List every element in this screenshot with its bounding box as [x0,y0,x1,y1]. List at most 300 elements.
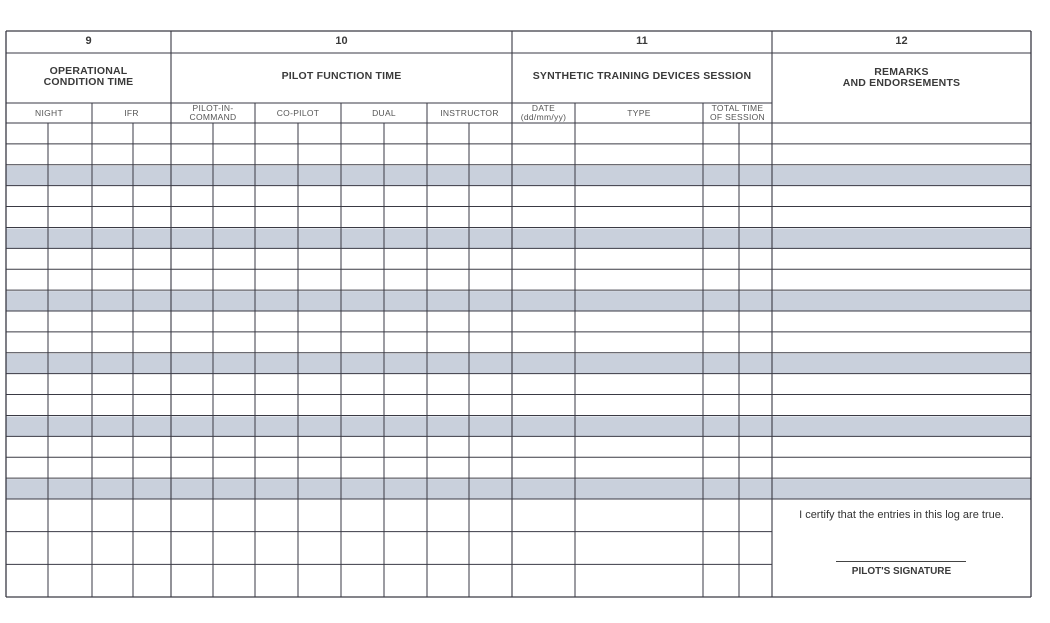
entry-cell[interactable] [469,227,512,248]
entry-cell[interactable] [48,269,92,290]
entry-cell[interactable] [469,457,512,478]
entry-cell[interactable] [703,227,739,248]
entry-cell[interactable] [703,186,739,207]
total-cell[interactable] [298,532,341,565]
entry-cell[interactable] [739,290,772,311]
entry-cell[interactable] [469,374,512,395]
entry-cell[interactable] [6,144,48,165]
entry-cell[interactable] [133,186,171,207]
entry-cell[interactable] [703,436,739,457]
total-cell[interactable] [213,499,255,532]
entry-cell[interactable] [298,478,341,499]
entry-cell[interactable] [298,227,341,248]
total-cell[interactable] [341,532,384,565]
entry-cell[interactable] [469,415,512,436]
entry-cell[interactable] [739,269,772,290]
entry-cell[interactable] [171,415,213,436]
entry-cell[interactable] [341,207,384,228]
entry-cell[interactable] [469,269,512,290]
entry-cell[interactable] [48,436,92,457]
entry-cell[interactable] [341,123,384,144]
total-cell[interactable] [703,564,739,597]
entry-cell[interactable] [772,227,1031,248]
entry-cell[interactable] [6,123,48,144]
entry-cell[interactable] [48,395,92,416]
entry-cell[interactable] [469,353,512,374]
entry-cell[interactable] [213,478,255,499]
entry-cell[interactable] [133,457,171,478]
entry-cell[interactable] [255,374,298,395]
entry-cell[interactable] [92,123,133,144]
entry-cell[interactable] [6,186,48,207]
total-cell[interactable] [703,499,739,532]
entry-cell[interactable] [6,165,48,186]
entry-cell[interactable] [133,332,171,353]
entry-cell[interactable] [133,269,171,290]
entry-cell[interactable] [703,415,739,436]
entry-cell[interactable] [92,165,133,186]
entry-cell[interactable] [213,165,255,186]
entry-cell[interactable] [48,374,92,395]
entry-cell[interactable] [384,374,427,395]
entry-cell[interactable] [427,415,469,436]
entry-cell[interactable] [703,478,739,499]
entry-cell[interactable] [512,374,575,395]
entry-cell[interactable] [384,144,427,165]
entry-cell[interactable] [213,332,255,353]
total-cell[interactable] [341,564,384,597]
entry-cell[interactable] [133,478,171,499]
entry-cell[interactable] [469,395,512,416]
entry-cell[interactable] [512,165,575,186]
entry-cell[interactable] [133,395,171,416]
entry-cell[interactable] [48,186,92,207]
entry-cell[interactable] [575,227,703,248]
total-cell[interactable] [575,532,703,565]
entry-cell[interactable] [298,123,341,144]
entry-cell[interactable] [469,207,512,228]
entry-cell[interactable] [171,144,213,165]
entry-cell[interactable] [171,227,213,248]
entry-cell[interactable] [427,123,469,144]
entry-cell[interactable] [427,269,469,290]
entry-cell[interactable] [384,269,427,290]
entry-cell[interactable] [171,269,213,290]
entry-cell[interactable] [469,186,512,207]
entry-cell[interactable] [772,395,1031,416]
entry-cell[interactable] [739,165,772,186]
entry-cell[interactable] [772,269,1031,290]
entry-cell[interactable] [341,269,384,290]
total-cell[interactable] [469,532,512,565]
entry-cell[interactable] [469,144,512,165]
entry-cell[interactable] [6,415,48,436]
entry-cell[interactable] [133,374,171,395]
entry-cell[interactable] [298,332,341,353]
entry-cell[interactable] [92,332,133,353]
entry-cell[interactable] [469,123,512,144]
total-cell[interactable] [469,564,512,597]
entry-cell[interactable] [575,478,703,499]
entry-cell[interactable] [255,186,298,207]
entry-cell[interactable] [298,269,341,290]
entry-cell[interactable] [171,478,213,499]
entry-cell[interactable] [255,353,298,374]
entry-cell[interactable] [255,415,298,436]
entry-cell[interactable] [6,353,48,374]
entry-cell[interactable] [213,248,255,269]
entry-cell[interactable] [427,353,469,374]
entry-cell[interactable] [575,374,703,395]
entry-cell[interactable] [739,186,772,207]
entry-cell[interactable] [469,165,512,186]
entry-cell[interactable] [739,332,772,353]
entry-cell[interactable] [6,248,48,269]
entry-cell[interactable] [92,457,133,478]
total-cell[interactable] [92,564,133,597]
entry-cell[interactable] [512,436,575,457]
entry-cell[interactable] [48,207,92,228]
entry-cell[interactable] [427,374,469,395]
total-cell[interactable] [255,564,298,597]
entry-cell[interactable] [384,332,427,353]
entry-cell[interactable] [133,123,171,144]
entry-cell[interactable] [575,186,703,207]
entry-cell[interactable] [213,290,255,311]
entry-cell[interactable] [739,478,772,499]
entry-cell[interactable] [427,436,469,457]
entry-cell[interactable] [384,311,427,332]
entry-cell[interactable] [341,311,384,332]
entry-cell[interactable] [171,165,213,186]
entry-cell[interactable] [213,227,255,248]
total-cell[interactable] [575,564,703,597]
entry-cell[interactable] [298,457,341,478]
entry-cell[interactable] [703,165,739,186]
entry-cell[interactable] [512,207,575,228]
entry-cell[interactable] [341,290,384,311]
total-cell[interactable] [341,499,384,532]
entry-cell[interactable] [575,165,703,186]
entry-cell[interactable] [341,165,384,186]
entry-cell[interactable] [739,248,772,269]
entry-cell[interactable] [92,207,133,228]
entry-cell[interactable] [171,332,213,353]
entry-cell[interactable] [48,123,92,144]
entry-cell[interactable] [772,311,1031,332]
entry-cell[interactable] [92,227,133,248]
total-cell[interactable] [171,499,213,532]
total-cell[interactable] [575,499,703,532]
entry-cell[interactable] [427,165,469,186]
entry-cell[interactable] [512,227,575,248]
total-cell[interactable] [298,564,341,597]
total-cell[interactable] [384,532,427,565]
entry-cell[interactable] [575,311,703,332]
entry-cell[interactable] [575,248,703,269]
total-cell[interactable] [171,532,213,565]
entry-cell[interactable] [298,395,341,416]
entry-cell[interactable] [92,436,133,457]
total-cell[interactable] [6,499,48,532]
entry-cell[interactable] [298,436,341,457]
entry-cell[interactable] [575,207,703,228]
entry-cell[interactable] [739,311,772,332]
entry-cell[interactable] [6,478,48,499]
entry-cell[interactable] [213,123,255,144]
entry-cell[interactable] [427,186,469,207]
entry-cell[interactable] [6,436,48,457]
entry-cell[interactable] [255,311,298,332]
entry-cell[interactable] [92,478,133,499]
total-cell[interactable] [512,564,575,597]
entry-cell[interactable] [384,165,427,186]
entry-cell[interactable] [772,457,1031,478]
entry-cell[interactable] [772,248,1031,269]
entry-cell[interactable] [772,353,1031,374]
total-cell[interactable] [255,499,298,532]
entry-cell[interactable] [213,144,255,165]
entry-cell[interactable] [48,478,92,499]
entry-cell[interactable] [48,353,92,374]
entry-cell[interactable] [213,269,255,290]
entry-cell[interactable] [341,415,384,436]
entry-cell[interactable] [92,395,133,416]
entry-cell[interactable] [384,478,427,499]
entry-cell[interactable] [48,290,92,311]
entry-cell[interactable] [384,415,427,436]
entry-cell[interactable] [427,311,469,332]
entry-cell[interactable] [298,144,341,165]
entry-cell[interactable] [6,311,48,332]
entry-cell[interactable] [772,186,1031,207]
entry-cell[interactable] [48,311,92,332]
entry-cell[interactable] [92,415,133,436]
entry-cell[interactable] [171,123,213,144]
entry-cell[interactable] [384,227,427,248]
entry-cell[interactable] [133,311,171,332]
entry-cell[interactable] [255,227,298,248]
entry-cell[interactable] [341,374,384,395]
entry-cell[interactable] [92,311,133,332]
entry-cell[interactable] [298,374,341,395]
entry-cell[interactable] [703,123,739,144]
entry-cell[interactable] [213,207,255,228]
total-cell[interactable] [427,532,469,565]
total-cell[interactable] [133,532,171,565]
entry-cell[interactable] [575,395,703,416]
entry-cell[interactable] [171,290,213,311]
entry-cell[interactable] [469,248,512,269]
entry-cell[interactable] [703,290,739,311]
entry-cell[interactable] [92,248,133,269]
total-cell[interactable] [133,499,171,532]
entry-cell[interactable] [469,311,512,332]
total-cell[interactable] [48,532,92,565]
entry-cell[interactable] [213,374,255,395]
entry-cell[interactable] [171,311,213,332]
entry-cell[interactable] [298,353,341,374]
total-cell[interactable] [6,532,48,565]
entry-cell[interactable] [575,415,703,436]
entry-cell[interactable] [48,248,92,269]
entry-cell[interactable] [298,290,341,311]
signature-line[interactable] [836,561,966,562]
entry-cell[interactable] [384,248,427,269]
total-cell[interactable] [739,564,772,597]
total-cell[interactable] [48,564,92,597]
entry-cell[interactable] [512,457,575,478]
entry-cell[interactable] [255,290,298,311]
entry-cell[interactable] [512,332,575,353]
entry-cell[interactable] [213,311,255,332]
entry-cell[interactable] [703,332,739,353]
entry-cell[interactable] [255,332,298,353]
entry-cell[interactable] [703,353,739,374]
total-cell[interactable] [384,499,427,532]
entry-cell[interactable] [171,207,213,228]
entry-cell[interactable] [255,457,298,478]
entry-cell[interactable] [512,290,575,311]
entry-cell[interactable] [298,165,341,186]
entry-cell[interactable] [384,186,427,207]
entry-cell[interactable] [255,123,298,144]
entry-cell[interactable] [427,478,469,499]
entry-cell[interactable] [255,248,298,269]
entry-cell[interactable] [575,269,703,290]
entry-cell[interactable] [772,144,1031,165]
entry-cell[interactable] [213,186,255,207]
entry-cell[interactable] [255,269,298,290]
entry-cell[interactable] [739,207,772,228]
entry-cell[interactable] [427,207,469,228]
entry-cell[interactable] [512,123,575,144]
total-cell[interactable] [384,564,427,597]
entry-cell[interactable] [92,374,133,395]
entry-cell[interactable] [133,248,171,269]
entry-cell[interactable] [739,457,772,478]
entry-cell[interactable] [48,144,92,165]
entry-cell[interactable] [6,290,48,311]
entry-cell[interactable] [739,415,772,436]
entry-cell[interactable] [213,395,255,416]
entry-cell[interactable] [255,436,298,457]
entry-cell[interactable] [512,144,575,165]
total-cell[interactable] [512,499,575,532]
entry-cell[interactable] [298,186,341,207]
entry-cell[interactable] [298,311,341,332]
entry-cell[interactable] [739,144,772,165]
entry-cell[interactable] [703,374,739,395]
entry-cell[interactable] [133,415,171,436]
entry-cell[interactable] [171,374,213,395]
entry-cell[interactable] [133,165,171,186]
entry-cell[interactable] [384,457,427,478]
entry-cell[interactable] [739,436,772,457]
entry-cell[interactable] [92,269,133,290]
entry-cell[interactable] [171,457,213,478]
total-cell[interactable] [92,499,133,532]
total-cell[interactable] [171,564,213,597]
entry-cell[interactable] [6,374,48,395]
entry-cell[interactable] [48,165,92,186]
entry-cell[interactable] [575,436,703,457]
entry-cell[interactable] [427,290,469,311]
entry-cell[interactable] [575,144,703,165]
entry-cell[interactable] [512,395,575,416]
entry-cell[interactable] [384,436,427,457]
entry-cell[interactable] [298,207,341,228]
entry-cell[interactable] [341,436,384,457]
entry-cell[interactable] [133,144,171,165]
entry-cell[interactable] [133,207,171,228]
total-cell[interactable] [427,564,469,597]
entry-cell[interactable] [739,227,772,248]
entry-cell[interactable] [133,353,171,374]
entry-cell[interactable] [6,269,48,290]
entry-cell[interactable] [341,248,384,269]
entry-cell[interactable] [703,395,739,416]
total-cell[interactable] [469,499,512,532]
total-cell[interactable] [739,499,772,532]
entry-cell[interactable] [703,311,739,332]
entry-cell[interactable] [171,353,213,374]
entry-cell[interactable] [384,290,427,311]
entry-cell[interactable] [575,457,703,478]
entry-cell[interactable] [171,436,213,457]
entry-cell[interactable] [133,227,171,248]
entry-cell[interactable] [703,269,739,290]
entry-cell[interactable] [427,395,469,416]
entry-cell[interactable] [92,290,133,311]
entry-cell[interactable] [703,248,739,269]
entry-cell[interactable] [427,457,469,478]
entry-cell[interactable] [703,457,739,478]
entry-cell[interactable] [512,478,575,499]
entry-cell[interactable] [255,207,298,228]
entry-cell[interactable] [341,457,384,478]
total-cell[interactable] [298,499,341,532]
entry-cell[interactable] [739,395,772,416]
entry-cell[interactable] [575,290,703,311]
entry-cell[interactable] [133,290,171,311]
entry-cell[interactable] [772,415,1031,436]
entry-cell[interactable] [6,395,48,416]
entry-cell[interactable] [512,353,575,374]
entry-cell[interactable] [341,332,384,353]
entry-cell[interactable] [772,207,1031,228]
total-cell[interactable] [133,564,171,597]
entry-cell[interactable] [48,415,92,436]
entry-cell[interactable] [512,269,575,290]
entry-cell[interactable] [92,353,133,374]
entry-cell[interactable] [384,353,427,374]
entry-cell[interactable] [92,144,133,165]
entry-cell[interactable] [427,227,469,248]
entry-cell[interactable] [739,123,772,144]
entry-cell[interactable] [384,123,427,144]
entry-cell[interactable] [469,478,512,499]
entry-cell[interactable] [703,207,739,228]
entry-cell[interactable] [575,332,703,353]
entry-cell[interactable] [255,144,298,165]
entry-cell[interactable] [48,332,92,353]
entry-cell[interactable] [213,353,255,374]
entry-cell[interactable] [298,415,341,436]
entry-cell[interactable] [341,395,384,416]
entry-cell[interactable] [255,478,298,499]
total-cell[interactable] [427,499,469,532]
